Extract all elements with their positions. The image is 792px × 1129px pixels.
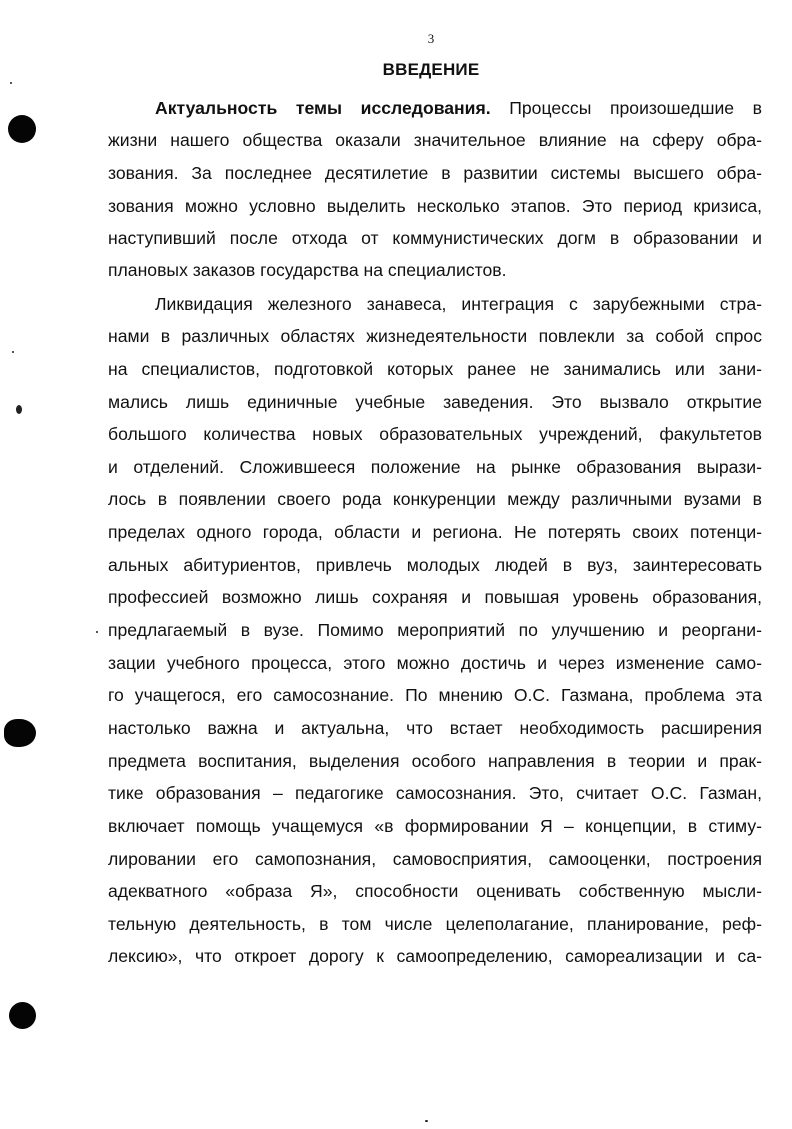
text-line: профессией возможно лишь сохраняя и повышая уровень образования, [108,587,762,607]
text-line: мались лишь единичные учебные заведения. Это вызвало открытие [108,392,762,412]
text-line: настолько важна и актуальна, что встает необходимость расширения [108,718,762,738]
text-line: зования. За последнее десятилетие в развитии системы высшего обра- [108,163,762,183]
text-line: лексию», что откроет дорогу к самоопределению, самореализации и са- [108,946,762,966]
punch-hole-middle [4,719,36,747]
text-line: наступивший после отхода от коммунистических догм в образовании и [108,228,762,248]
scan-speck [10,82,12,84]
text-line: го учащегося, его самосознание. По мнению О.С. Газмана, проблема эта [108,685,762,705]
text-line: большого количества новых образовательных учреждений, факультетов [108,424,762,444]
text-line: Ликвидация железного занавеса, интеграция с зарубежными стра- [155,294,762,314]
text-line: адекватного «образа Я», способности оценивать собственную мысли- [108,881,762,901]
text-line: предмета воспитания, выделения особого направления в теории и прак- [108,751,762,771]
text-line: плановых заказов государства на специалистов. [108,260,507,280]
page-heading: ВВЕДЕНИЕ [382,60,480,79]
punch-hole-bottom [9,1002,36,1029]
lead-phrase: Актуальность темы исследования. [155,98,491,118]
text-line: предлагаемый в вузе. Помимо мероприятий по улучшению и реоргани- [108,620,762,640]
scan-speck [96,631,98,633]
text-line: тике образования – педагогике самосознания. Это, считает О.С. Газман, [108,783,762,803]
text-line: на специалистов, подготовкой которых ранее не занимались или зани- [108,359,762,379]
scan-speck [12,351,14,353]
text-line: тельную деятельность, в том числе целеполагание, планирование, реф- [108,914,762,934]
punch-hole-top [8,115,36,143]
scan-speck [16,405,22,414]
scan-speck [425,1120,428,1122]
text-line: альных абитуриентов, привлечь молодых людей в вуз, заинтересовать [108,555,762,575]
text-line: жизни нашего общества оказали значительное влияние на сферу обра- [108,130,762,150]
page-number: 3 [427,31,435,46]
text-line: зации учебного процесса, этого можно достичь и через изменение само- [108,653,762,673]
text-line [155,97,762,119]
text-line: включает помощь учащемуся «в формировании Я – концепции, в стиму- [108,816,762,836]
text-line: зования можно условно выделить несколько этапов. Это период кризиса, [108,196,762,216]
text-line: лировании его самопознания, самовосприятия, самооценки, построения [108,849,762,869]
text-line: пределах одного города, области и региона. Не потерять своих потенци- [108,522,762,542]
text-line: нами в различных областях жизнедеятельности повлекли за собой спрос [108,326,762,346]
text-line: и отделений. Сложившееся положение на рынке образования вырази- [108,457,762,477]
text-fragment: Процессы произошедшие в [490,98,762,118]
text-line: лось в появлении своего рода конкуренции между различными вузами в [108,489,762,509]
